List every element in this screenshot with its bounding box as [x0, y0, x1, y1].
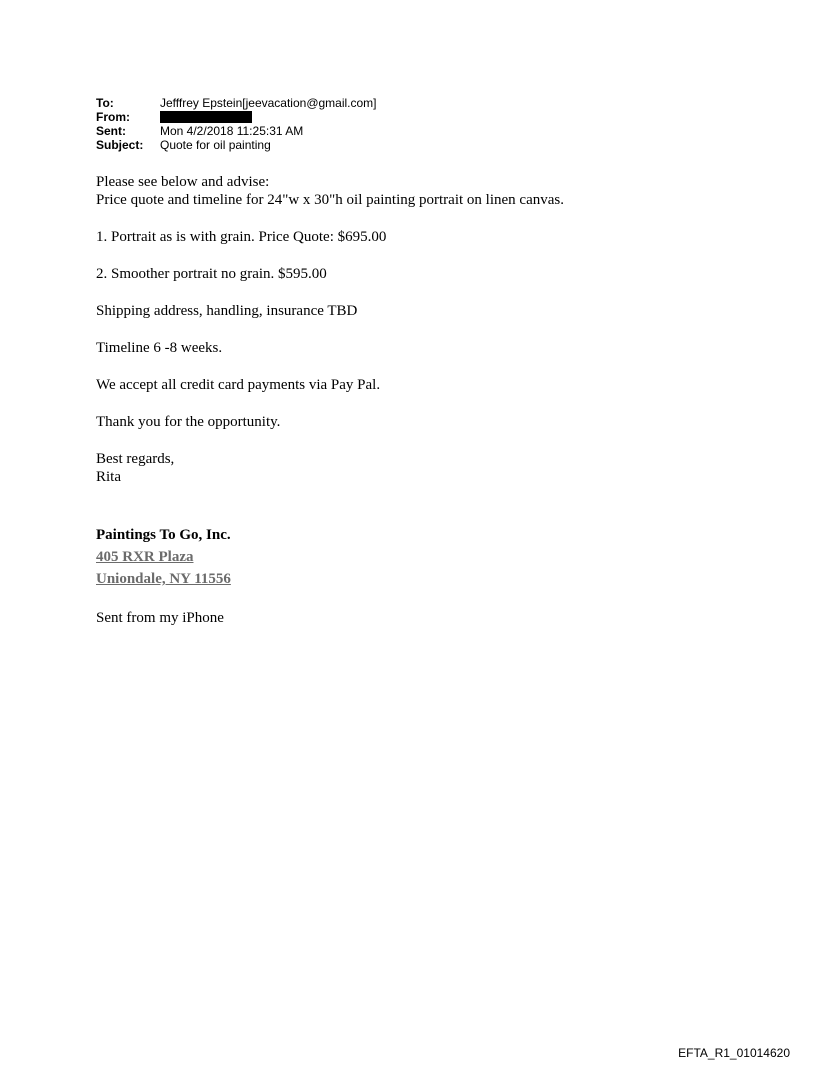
- timeline-line: Timeline 6 -8 weeks.: [96, 340, 223, 356]
- subject-label: Subject:: [96, 138, 144, 152]
- shipping-line: Shipping address, handling, insurance TBD: [96, 303, 358, 319]
- address-line-2-link[interactable]: Uniondale, NY 11556: [96, 571, 231, 587]
- subject-row: [96, 138, 377, 152]
- document-id: EFTA_R1_01014620: [678, 1046, 790, 1060]
- option-1: 1. Portrait as is with grain. Price Quote: $695.00: [96, 229, 387, 245]
- closing-line: Best regards,: [96, 451, 175, 467]
- option-2: 2. Smoother portrait no grain. $595.00: [96, 266, 327, 282]
- sent-from-line: Sent from my iPhone: [96, 610, 224, 626]
- to-label: To:: [96, 96, 114, 110]
- from-label: From:: [96, 110, 130, 124]
- intro-line-2: Price quote and timeline for 24"w x 30"h oil painting portrait on linen canvas.: [96, 192, 564, 208]
- redaction-block: [160, 111, 252, 123]
- payment-line: We accept all credit card payments via Pay Pal.: [96, 377, 381, 393]
- from-row: [96, 110, 377, 124]
- to-row: [96, 96, 377, 110]
- address-line-1-link[interactable]: 405 RXR Plaza: [96, 549, 194, 565]
- sender-name: Rita: [96, 469, 121, 485]
- sent-row: [96, 124, 377, 138]
- to-value: Jefffrey Epstein[jeevacation@gmail.com]: [160, 96, 377, 110]
- email-header: [96, 96, 377, 152]
- company-name: Paintings To Go, Inc.: [96, 527, 231, 543]
- email-body: [96, 173, 736, 627]
- subject-value: Quote for oil painting: [160, 138, 271, 152]
- thanks-line: Thank you for the opportunity.: [96, 414, 281, 430]
- sent-value: Mon 4/2/2018 11:25:31 AM: [160, 124, 304, 138]
- sent-label: Sent:: [96, 124, 126, 138]
- intro-line-1: Please see below and advise:: [96, 174, 270, 190]
